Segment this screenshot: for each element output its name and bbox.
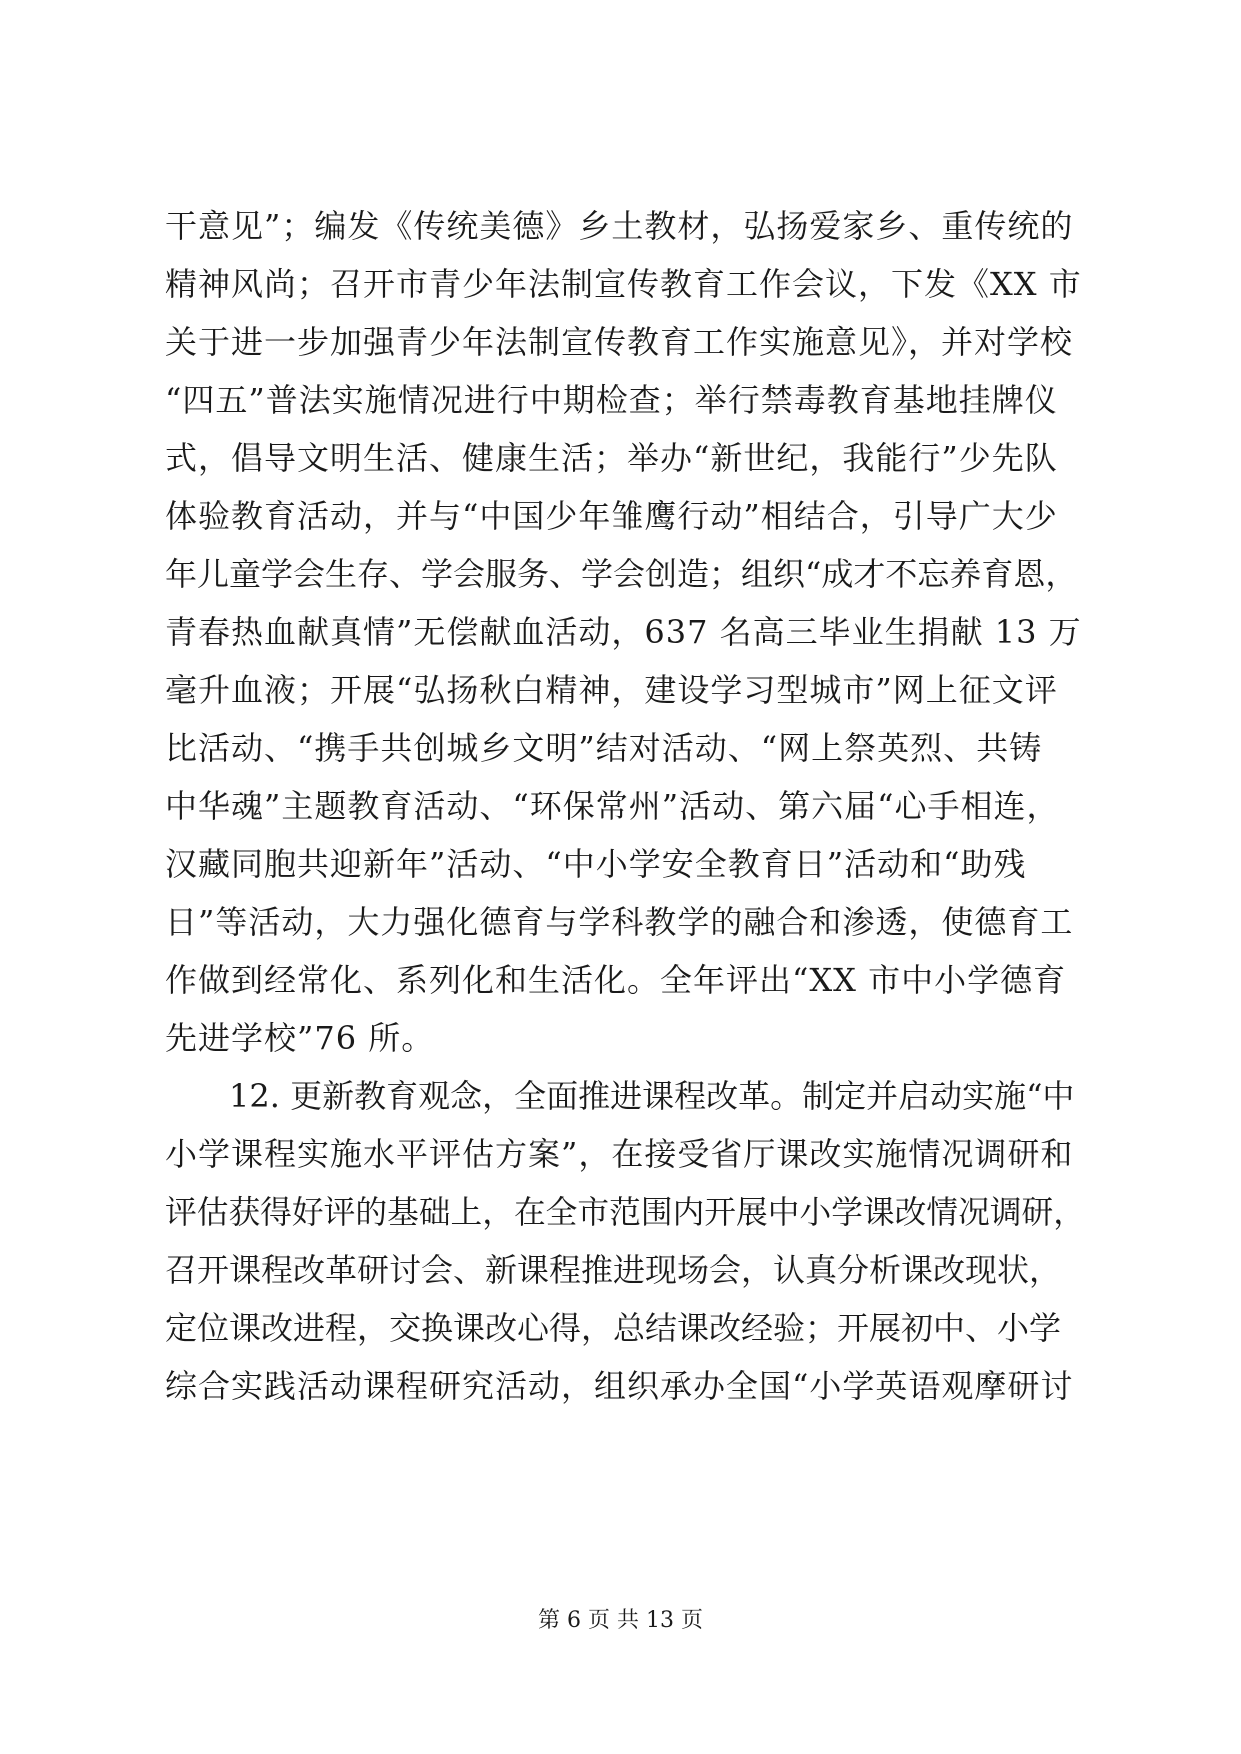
body-line: 作做到经常化、系列化和生活化。全年评出“XX 市中小学德育 xyxy=(165,961,1067,999)
body-line: 干意见”；编发《传统美德》乡土教材，弘扬爱家乡、重传统的 xyxy=(165,207,1074,245)
body-line: 定位课改进程，交换课改心得，总结课改经验；开展初中、小学 xyxy=(165,1309,1062,1347)
body-line: “四五”普法实施情况进行中期检查；举行禁毒教育基地挂牌仪 xyxy=(165,381,1058,419)
body-line: 先进学校”76 所。 xyxy=(165,1019,435,1057)
body-line: 精神风尚；召开市青少年法制宣传教育工作会议，下发《XX 市 xyxy=(165,265,1082,303)
body-line: 式，倡导文明生活、健康生活；举办“新世纪，我能行”少先队 xyxy=(165,439,1058,477)
body-line: 比活动、“携手共创城乡文明”结对活动、“网上祭英烈、共铸 xyxy=(165,729,1043,767)
body-line: 年儿童学会生存、学会服务、学会创造；组织“成才不忘养育恩， xyxy=(165,555,1078,593)
body-line: 日”等活动，大力强化德育与学科教学的融合和渗透，使德育工 xyxy=(165,903,1074,941)
body-line: 汉藏同胞共迎新年”活动、“中小学安全教育日”活动和“助残 xyxy=(165,845,1027,883)
body-line: 综合实践活动课程研究活动，组织承办全国“小学英语观摩研讨 xyxy=(165,1367,1074,1405)
body-line: 召开课程改革研讨会、新课程推进现场会，认真分析课改现状， xyxy=(165,1251,1062,1289)
body-line: 关于进一步加强青少年法制宣传教育工作实施意见》，并对学校 xyxy=(165,323,1074,361)
page-number-footer: 第 6 页 共 13 页 xyxy=(538,1608,703,1633)
body-line: 小学课程实施水平评估方案”，在接受省厅课改实施情况调研和 xyxy=(165,1135,1074,1173)
body-line: 毫升血液；开展“弘扬秋白精神，建设学习型城市”网上征文评 xyxy=(165,671,1058,709)
body-line: 中华魂”主题教育活动、“环保常州”活动、第六届“心手相连， xyxy=(165,787,1060,825)
paragraph-12-first-line: 12. 更新教育观念，全面推进课程改革。制定并启动实施“中 xyxy=(229,1077,1075,1115)
body-line: 体验教育活动，并与“中国少年雏鹰行动”相结合，引导广大少 xyxy=(165,497,1058,535)
body-line: 评估获得好评的基础上，在全市范围内开展中小学课改情况调研， xyxy=(165,1193,1085,1231)
body-line: 青春热血献真情”无偿献血活动，637 名高三毕业生捐献 13 万 xyxy=(165,613,1082,651)
